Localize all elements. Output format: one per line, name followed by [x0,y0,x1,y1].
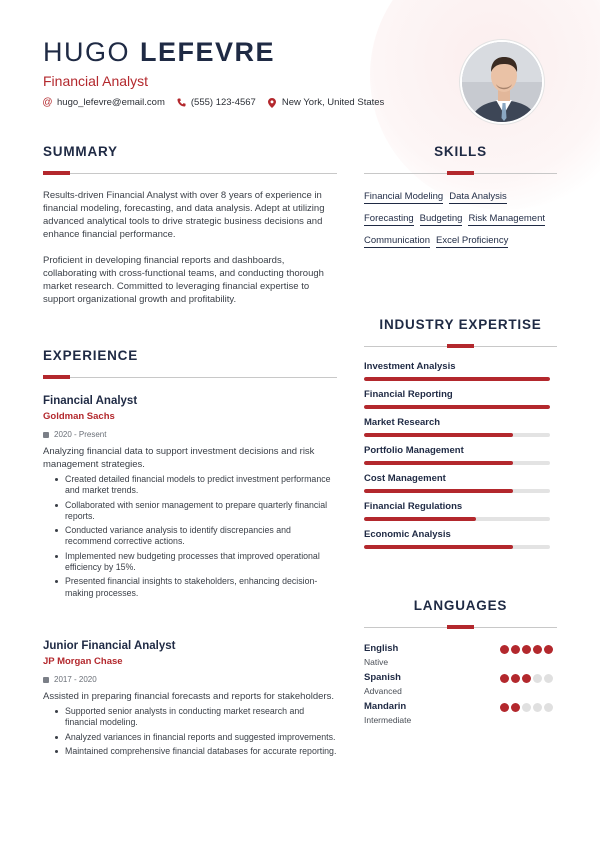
language-rating [498,645,553,672]
expertise-label: Financial Regulations [364,501,463,512]
skill-tag: Financial Modeling [364,191,444,202]
languages-list [364,643,557,730]
language-level: Advanced [364,686,402,696]
expertise-list [364,361,557,557]
expertise-item [364,389,557,417]
skill-tag: Forecasting [364,213,414,224]
expertise-item [364,445,557,473]
list-item: Implemented new budgeting processes that improved operational efficiency by 15%. [55,551,337,574]
job-intro: Assisted in preparing financial forecasts and reports for stakeholders. [43,691,334,702]
rating-dot-filled [500,674,509,683]
job-dates [43,675,337,684]
skills-list [364,191,557,257]
rating-dot-filled [511,703,520,712]
rating-dot-filled [522,674,531,683]
skills-rule [364,171,557,177]
candidate-name [43,36,396,68]
rating-dot-filled [500,703,509,712]
rating-dot-filled [522,645,531,654]
rating-dot-empty [522,703,531,712]
at-icon: @ [42,97,53,108]
expertise-item [364,473,557,501]
job-bullets [43,474,337,599]
skills-heading: SKILLS [434,144,487,159]
skill-tag: Excel Proficiency [436,235,509,246]
contact-info [43,97,396,108]
rating-dot-empty [533,703,542,712]
list-item: Created detailed financial models to predict investment performance and market trends. [55,474,337,497]
company-name: Goldman Sachs [43,411,115,422]
list-item: Analyzed variances in financial reports and suggested improvements. [55,732,337,743]
pin-icon [268,98,277,108]
expertise-bar [364,461,550,465]
language-item [364,643,557,672]
contact-location [268,97,384,108]
skills-section [364,144,557,257]
job-dates-text: 2020 - Present [54,430,107,439]
expertise-item [364,361,557,389]
rating-dot-filled [511,645,520,654]
company-name: JP Morgan Chase [43,656,123,667]
rating-dot-empty [544,703,553,712]
contact-email[interactable] [43,97,165,108]
language-name: Spanish [364,672,401,683]
language-item [364,672,557,701]
experience-rule [43,375,337,381]
contact-phone[interactable] [177,97,256,108]
expertise-label: Financial Reporting [364,389,453,400]
expertise-bar [364,377,550,381]
list-item: Supported senior analysts in conducting market research and financial modeling. [55,706,337,729]
email-text: hugo_lefevre@email.com [57,97,165,108]
job-intro: Analyzing financial data to support investment decisions and risk management strategies. [43,446,315,470]
first-name: HUGO [43,37,130,67]
resume-header [43,36,396,108]
skill-tag: Budgeting [419,213,463,224]
expertise-bar [364,517,550,521]
job-entry [43,395,337,599]
expertise-bar [364,489,550,493]
expertise-item [364,417,557,445]
rating-dot-empty [533,674,542,683]
calendar-icon [43,677,49,683]
summary-paragraph-2: Proficient in developing financial reports and dashboards, collaborating with cross-functional teams, and conducting thorough market research. Committed to leveraging financial expertise to support organizational growth and profitability. [43,255,324,305]
expertise-bar [364,545,550,549]
expertise-bar [364,433,550,437]
language-level: Native [364,657,389,667]
languages-heading: LANGUAGES [413,598,508,613]
language-name: Mandarin [364,701,407,712]
languages-rule [364,625,557,631]
expertise-item [364,501,557,529]
location-text: New York, United States [281,97,385,108]
expertise-label: Market Research [364,417,441,428]
industry-expertise-section [364,317,557,557]
summary-heading: SUMMARY [43,144,118,159]
job-title-headline: Financial Analyst [43,73,149,89]
phone-icon [177,98,186,107]
summary-paragraph-1: Results-driven Financial Analyst with over 8 years of experience in financial modeling, forecasting, and data analysis. Adept at utilizing advanced analytical tools to drive strategic business decisions and enhance financial performance. [43,190,325,240]
experience-section [43,348,337,602]
skill-tag: Data Analysis [449,191,507,202]
job-title: Junior Financial Analyst [43,640,176,652]
job-dates-text: 2017 - 2020 [54,675,97,684]
language-rating [498,703,553,730]
list-item: Maintained comprehensive financial databases for accurate reporting. [55,746,337,757]
languages-section [364,598,557,730]
expertise-item [364,529,557,557]
expertise-label: Economic Analysis [364,529,451,540]
skill-tag: Risk Management [468,213,545,224]
language-item [364,701,557,730]
rating-dot-filled [544,645,553,654]
rating-dot-filled [500,645,509,654]
expertise-bar [364,405,550,409]
expertise-label: Portfolio Management [364,445,464,456]
skill-tag: Communication [364,235,430,246]
expertise-label: Cost Management [364,473,446,484]
summary-section [43,144,337,306]
job-title: Financial Analyst [43,395,138,407]
language-level: Intermediate [364,715,412,725]
profile-photo [460,40,544,124]
job-entry [43,640,337,760]
job-dates [43,430,337,439]
language-rating [498,674,553,701]
list-item: Collaborated with senior management to prepare quarterly financial reports. [55,500,337,523]
phone-text: (555) 123-4567 [190,97,256,108]
rating-dot-empty [544,674,553,683]
summary-rule [43,171,337,177]
rating-dot-filled [511,674,520,683]
expertise-rule [364,344,557,350]
language-name: English [364,643,399,654]
list-item: Presented financial insights to stakeholders, enhancing decision-making processes. [55,576,337,599]
rating-dot-filled [533,645,542,654]
experience-heading: EXPERIENCE [43,348,139,363]
expertise-label: Investment Analysis [364,361,456,372]
expertise-heading: INDUSTRY EXPERTISE [379,317,542,332]
calendar-icon [43,432,49,438]
list-item: Conducted variance analysis to identify discrepancies and recommend corrective actions. [55,525,337,548]
last-name: LEFEVRE [140,37,276,67]
job-bullets [43,706,337,757]
